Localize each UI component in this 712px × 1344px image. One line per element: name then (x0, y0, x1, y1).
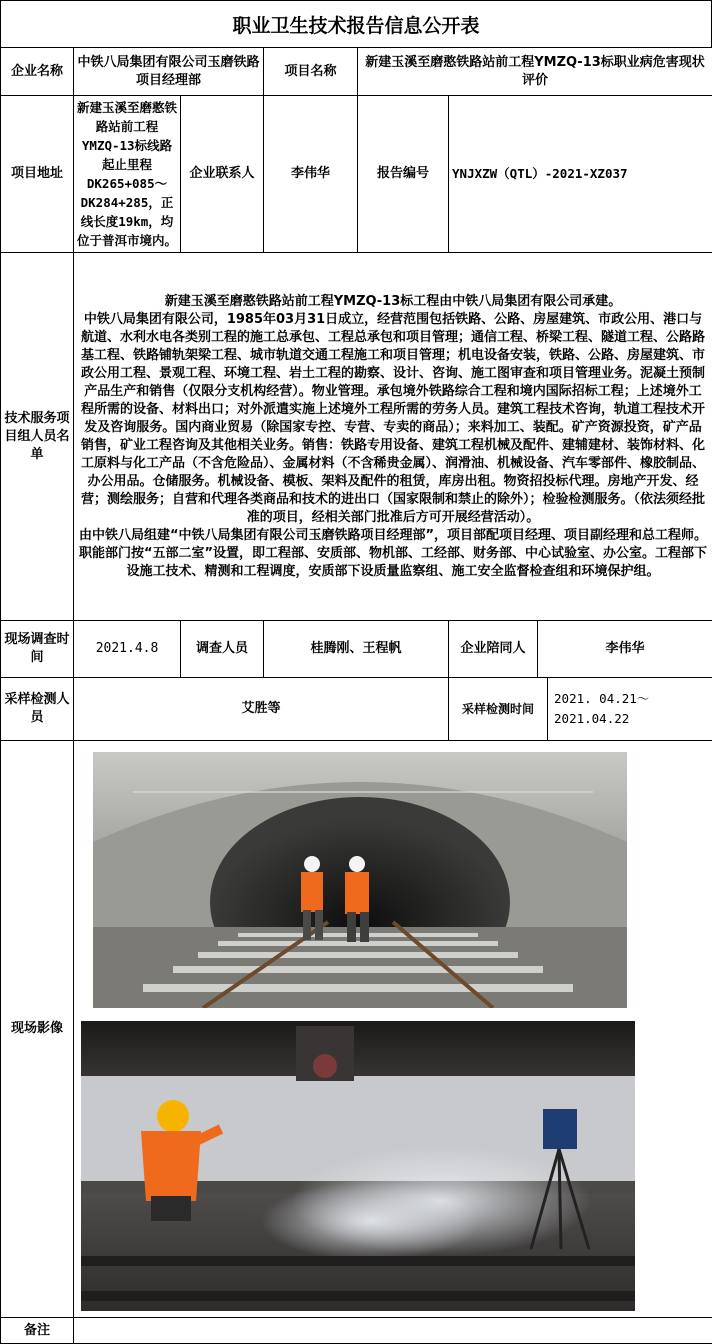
survey-date-label: 现场调查时间 (1, 621, 74, 678)
sampler-label: 采样检测人员 (1, 678, 74, 741)
escort-cell (449, 621, 712, 678)
company-name-value: 中铁八局集团有限公司玉磨铁路项目经理部 (74, 48, 264, 96)
remarks-label: 备注 (1, 1318, 74, 1344)
description-paragraph-2: 中铁八局集团有限公司，1985年03月31日成立，经营范围包括铁路、公路、房屋建筑、市政公用、港口与航道、水利水电各类别工程的施工总承包、工程总承包和项目管理；通信工程、桥梁工程、隧道工程、公路路基工程、铁路铺轨架梁工程、城市轨道交通工程施工和项目管理；机电设备安装，铁路、公路、房屋建筑、市政公用工程、景观工程、环境工程、岩土工程的勘察、设计、咨询、施工图审查和项目管理业务。泥凝土预制产品生产和销售（仅限分支机构经营）。物业管理。承包境外铁路综合工程和境内国际招标工程；上述境外工程所需的设备、材料出口；对外派遣实施上述境外工程所需的劳务人员。建筑工程技术咨询，轨道工程技术开发及咨询服务。国内商业贸易（除国家专控、专营、专卖的商品）；来料加工、装配。矿产资源投资，矿产品销售，矿业工程咨询及其他相关业务。销售：铁路专用设备、建筑工程机械及配件、建辅建材、装饰材料、化工原料与化工产品（不含危险品）、金属材料（不含稀贵金属）、润滑油、机械设备、汽车零部件、橡胶制品、办公用品。仓储服务。机械设备、模板、架料及配件的租赁，库房出租。物资招投标代理。房地产开发、经营；测绘服务；自营和代理各类商品和技术的进出口（国家限制和禁止的除外）；检验检测服务。（依法须经批准的项目，经相关部门批准后方可开展经营活动）。 (78, 311, 708, 527)
project-name-value: 新建玉溪至磨憨铁路站前工程YMZQ-13标职业病危害现状评价 (358, 48, 712, 96)
description-paragraph-1: 新建玉溪至磨憨铁路站前工程YMZQ-13标工程由中铁八局集团有限公司承建。 (78, 293, 708, 311)
sampling-photo (81, 1021, 635, 1311)
page-title: 职业卫生技术报告信息公开表 (0, 0, 712, 48)
sample-time-cell (449, 678, 712, 741)
tunnel-workers-photo (93, 752, 627, 1008)
survey-date-value: 2021.4.8 (74, 621, 181, 678)
team-list-label: 技术服务项目组人员名单 (1, 253, 74, 621)
investigator-value: 桂腾刚、王程帆 (264, 621, 449, 678)
investigator-label: 调查人员 (181, 621, 264, 678)
report-number-label: 报告编号 (358, 96, 449, 253)
company-name-label: 企业名称 (1, 48, 74, 96)
escort-value: 李伟华 (538, 621, 712, 677)
team-description (74, 253, 712, 621)
escort-label: 企业陪同人 (449, 621, 538, 677)
sample-time-label: 采样检测时间 (449, 678, 548, 740)
contact-label: 企业联系人 (181, 96, 264, 253)
project-address-label: 项目地址 (1, 96, 74, 253)
sample-time-value: 2021. 04.21～2021.04.22 (548, 678, 712, 740)
project-name-label: 项目名称 (264, 48, 358, 96)
site-photos (74, 741, 712, 1318)
sampler-value: 艾胜等 (74, 678, 449, 741)
contact-value: 李伟华 (264, 96, 358, 253)
report-number-value: YNJXZW（QTL）-2021-XZ037 (449, 96, 712, 253)
info-table (0, 47, 712, 1344)
description-paragraph-3: 由中铁八局组建“中铁八局集团有限公司玉磨铁路项目经理部”，项目部配项目经理、项目副经理和总工程师。职能部门按“五部二室”设置，即工程部、安质部、物机部、工经部、财务部、中心试验室、办公室。工程部下设施工技术、精测和工程调度，安质部下设质量监察组、施工安全监督检查组和环境保护组。 (78, 527, 708, 581)
site-photos-label: 现场影像 (1, 741, 74, 1318)
project-address-value: 新建玉溪至磨憨铁路站前工程YMZQ-13标线路起止里程DK265+085～DK284+285，正线长度19km，均位于普洱市境内。 (74, 96, 181, 253)
remarks-value (74, 1318, 712, 1344)
